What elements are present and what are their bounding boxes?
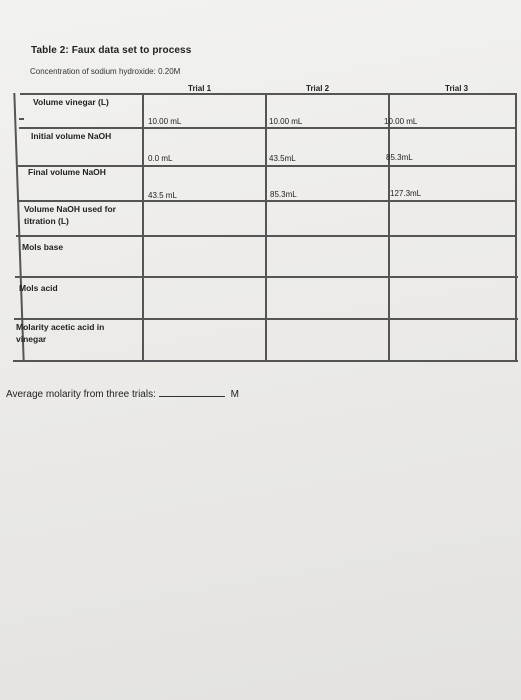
naoh-concentration: Concentration of sodium hydroxide: 0.20M	[30, 67, 181, 76]
average-molarity-blank[interactable]	[159, 387, 225, 397]
table-title: Table 2: Faux data set to process	[31, 45, 192, 56]
table-border-right	[515, 93, 517, 361]
cell-final-naoh-trial-1: 43.5 mL	[148, 191, 177, 200]
cell-volume-vinegar-trial-1: 10.00 mL	[148, 117, 182, 126]
average-molarity-line	[6, 387, 239, 400]
row-label-mols-acid: Mols acid	[19, 283, 58, 293]
cell-volume-vinegar-trial-3: 10.00 mL	[384, 117, 418, 126]
data-table	[12, 84, 517, 362]
cell-final-naoh-trial-3: 127.3mL	[390, 189, 422, 198]
row-label-initial-naoh: Initial volume NaOH	[31, 131, 112, 141]
column-header-trial-3: Trial 3	[445, 84, 469, 93]
cell-initial-naoh-trial-1: 0.0 mL	[148, 154, 173, 163]
row-divider	[19, 118, 24, 120]
column-header-trial-2: Trial 2	[306, 84, 330, 93]
col-divider	[388, 93, 390, 361]
row-divider	[19, 127, 516, 129]
cell-initial-naoh-trial-2: 43.5mL	[269, 154, 296, 163]
row-label-volume-vinegar: Volume vinegar (L)	[33, 97, 109, 107]
column-header-trial-1: Trial 1	[188, 84, 212, 93]
row-divider	[16, 235, 517, 237]
col-divider	[142, 93, 144, 361]
row-label-volume-used: Volume NaOH used for titration (L)	[24, 204, 116, 226]
col-divider	[265, 93, 267, 361]
cell-initial-naoh-trial-3: 85.3mL	[386, 153, 413, 162]
row-divider	[17, 200, 517, 202]
table-border-top	[20, 93, 516, 95]
row-label-molarity: Molarity acetic acid in vinegar	[16, 322, 105, 344]
average-molarity-label: Average molarity from three trials:	[6, 389, 156, 400]
row-label-mols-base: Mols base	[22, 242, 64, 252]
molarity-unit: M	[230, 389, 239, 400]
row-divider	[15, 276, 518, 278]
row-label-final-naoh: Final volume NaOH	[28, 167, 106, 177]
cell-volume-vinegar-trial-2: 10.00 mL	[269, 117, 303, 126]
cell-final-naoh-trial-2: 85.3mL	[270, 190, 297, 199]
